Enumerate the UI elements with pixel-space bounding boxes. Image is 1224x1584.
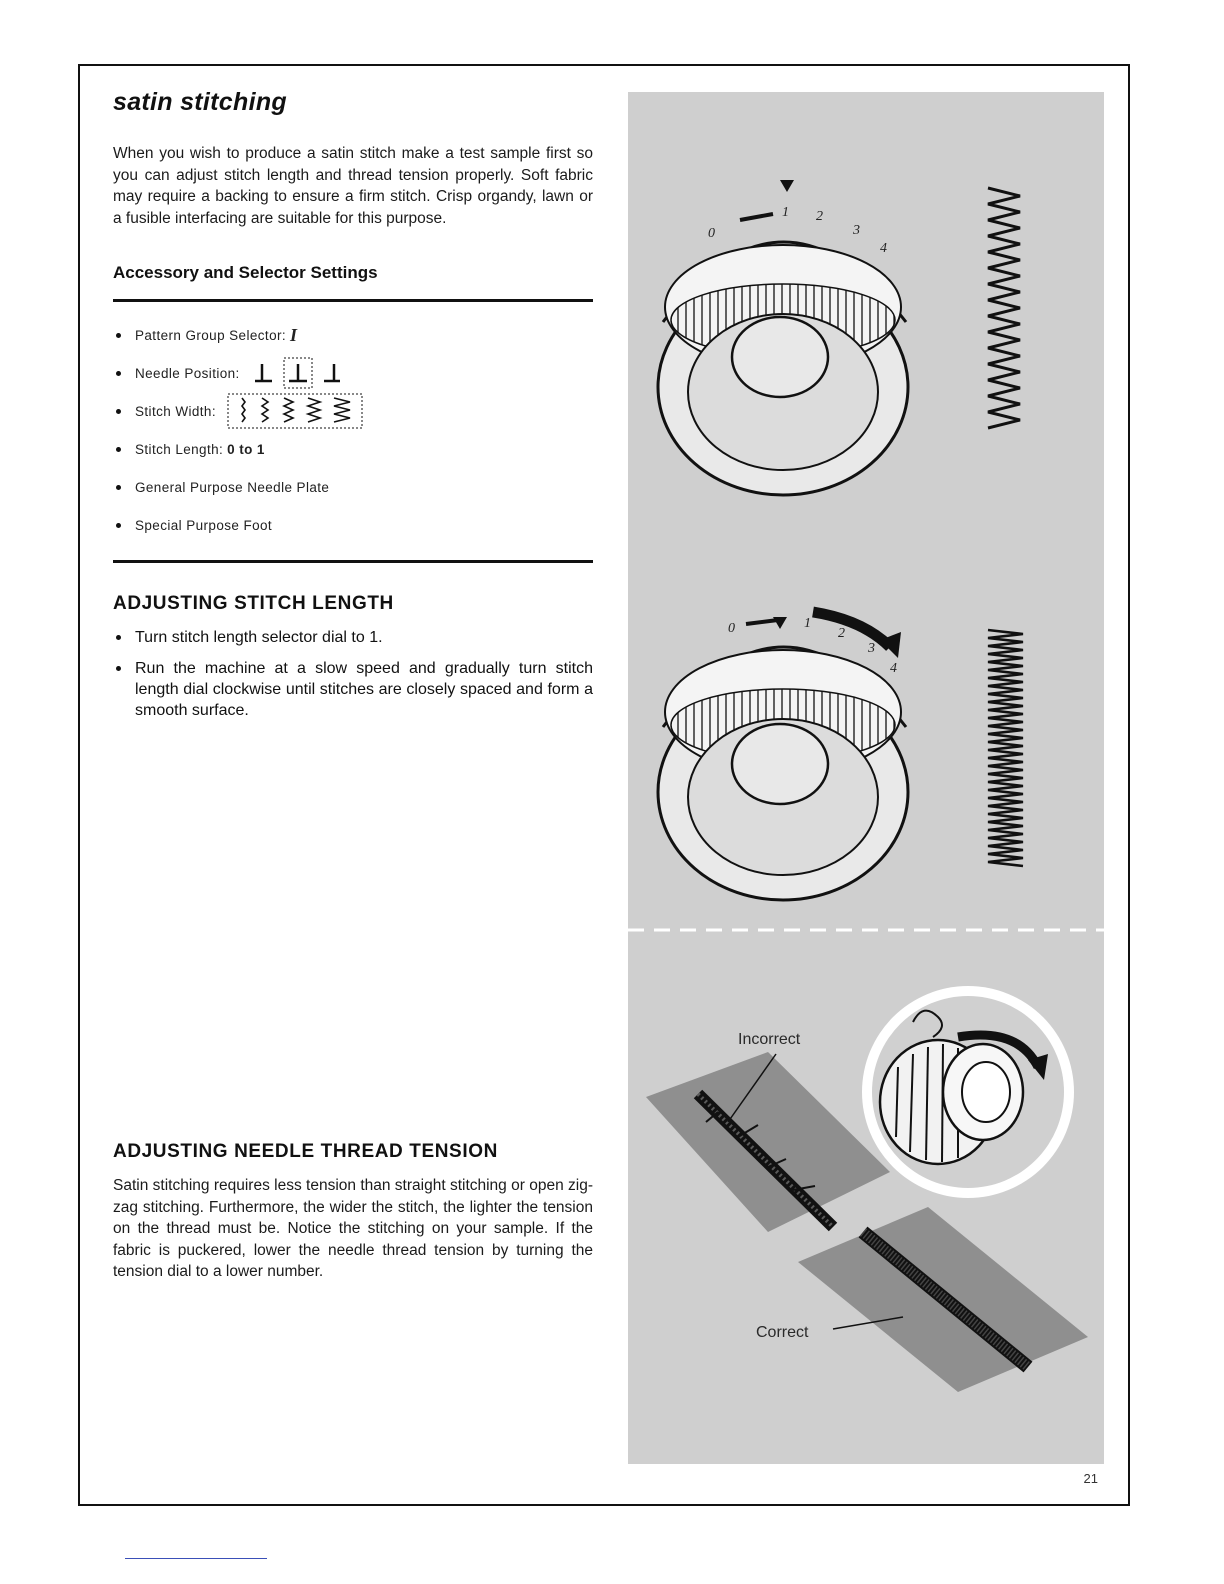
setting-needle-position: [113, 354, 593, 392]
setting-label: Needle Position:: [135, 365, 240, 381]
svg-text:1: 1: [804, 616, 811, 631]
setting-label: Stitch Width:: [135, 403, 216, 419]
svg-text:0: 0: [708, 226, 715, 241]
needle-position-icon: [250, 356, 346, 390]
page-title: satin stitching: [113, 88, 287, 116]
tension-paragraph: Satin stitching requires less tension than straight stitching or open zig-zag stitching. Furthermore, the wider the stitch, the lighter the tension on the thread must be. Notice the stitching on your sample. If the fabric is puckered, lower the needle thread tension by turning the tension dial to a lower number.: [113, 1177, 593, 1280]
stitch-length-dial-turned-icon: [658, 612, 908, 900]
bullet-icon: [116, 333, 121, 338]
tension-dial-icon: [862, 986, 1074, 1198]
svg-text:0: 0: [728, 621, 735, 636]
setting-label: Stitch Length:: [135, 441, 224, 457]
bullet-icon: [116, 523, 121, 528]
setting-label: Pattern Group Selector:: [135, 327, 287, 343]
settings-heading: Accessory and Selector Settings: [113, 263, 378, 282]
page-frame: [78, 64, 1130, 1506]
satin-stitch-icon: [988, 630, 1023, 866]
svg-text:2: 2: [816, 209, 823, 224]
rule-bottom: [113, 560, 593, 563]
open-zigzag-stitch-icon: [988, 188, 1020, 428]
step-item: Run the machine at a slow speed and gradually turn stitch length dial clockwise until stitches are closely spaced and form a smooth surface.: [113, 658, 593, 721]
setting-value: 0 to 1: [227, 441, 265, 457]
svg-text:2: 2: [838, 626, 845, 641]
tension-heading: ADJUSTING NEEDLE THREAD TENSION: [113, 1141, 498, 1162]
step-item: Turn stitch length selector dial to 1.: [113, 627, 593, 648]
bullet-icon: [116, 371, 121, 376]
setting-foot: [113, 506, 593, 544]
intro-paragraph: When you wish to produce a satin stitch make a test sample first so you can adjust stitch length and thread tension properly. Soft fabric may require a backing to ensure a firm stitch. Crisp organdy, lawn or a fusible interfacing are suitable for this purpose.: [113, 145, 593, 227]
setting-pattern-group: [113, 316, 593, 354]
bullet-icon: [116, 409, 121, 414]
setting-stitch-width: [113, 392, 593, 430]
correct-label: Correct: [756, 1324, 809, 1341]
incorrect-sample-icon: [646, 1052, 890, 1232]
stitch-length-dial-icon: [658, 180, 908, 495]
bullet-icon: [116, 447, 121, 452]
stitch-length-steps: [113, 627, 593, 721]
svg-text:4: 4: [880, 241, 887, 256]
svg-text:4: 4: [890, 661, 897, 676]
page-number: 21: [1083, 1471, 1098, 1486]
tension-section: [113, 1141, 593, 1283]
setting-label: Special Purpose Foot: [135, 517, 273, 533]
stitch-length-heading: ADJUSTING STITCH LENGTH: [113, 593, 394, 614]
setting-stitch-length: [113, 430, 593, 468]
stitch-width-icon: [226, 392, 366, 430]
setting-label: General Purpose Needle Plate: [135, 479, 330, 495]
svg-text:3: 3: [868, 641, 875, 656]
rule-top: [113, 299, 593, 302]
illustration-panel: [628, 92, 1104, 1464]
setting-value: I: [290, 324, 298, 345]
settings-list: [113, 316, 593, 544]
svg-text:1: 1: [782, 205, 789, 220]
illustration: [628, 92, 1104, 1464]
svg-text:3: 3: [853, 223, 860, 238]
bullet-icon: [116, 485, 121, 490]
correct-sample-icon: [798, 1207, 1088, 1392]
setting-needle-plate: [113, 468, 593, 506]
footer-link-line: [125, 1558, 267, 1559]
text-column: [113, 88, 593, 731]
incorrect-label: Incorrect: [738, 1031, 801, 1048]
